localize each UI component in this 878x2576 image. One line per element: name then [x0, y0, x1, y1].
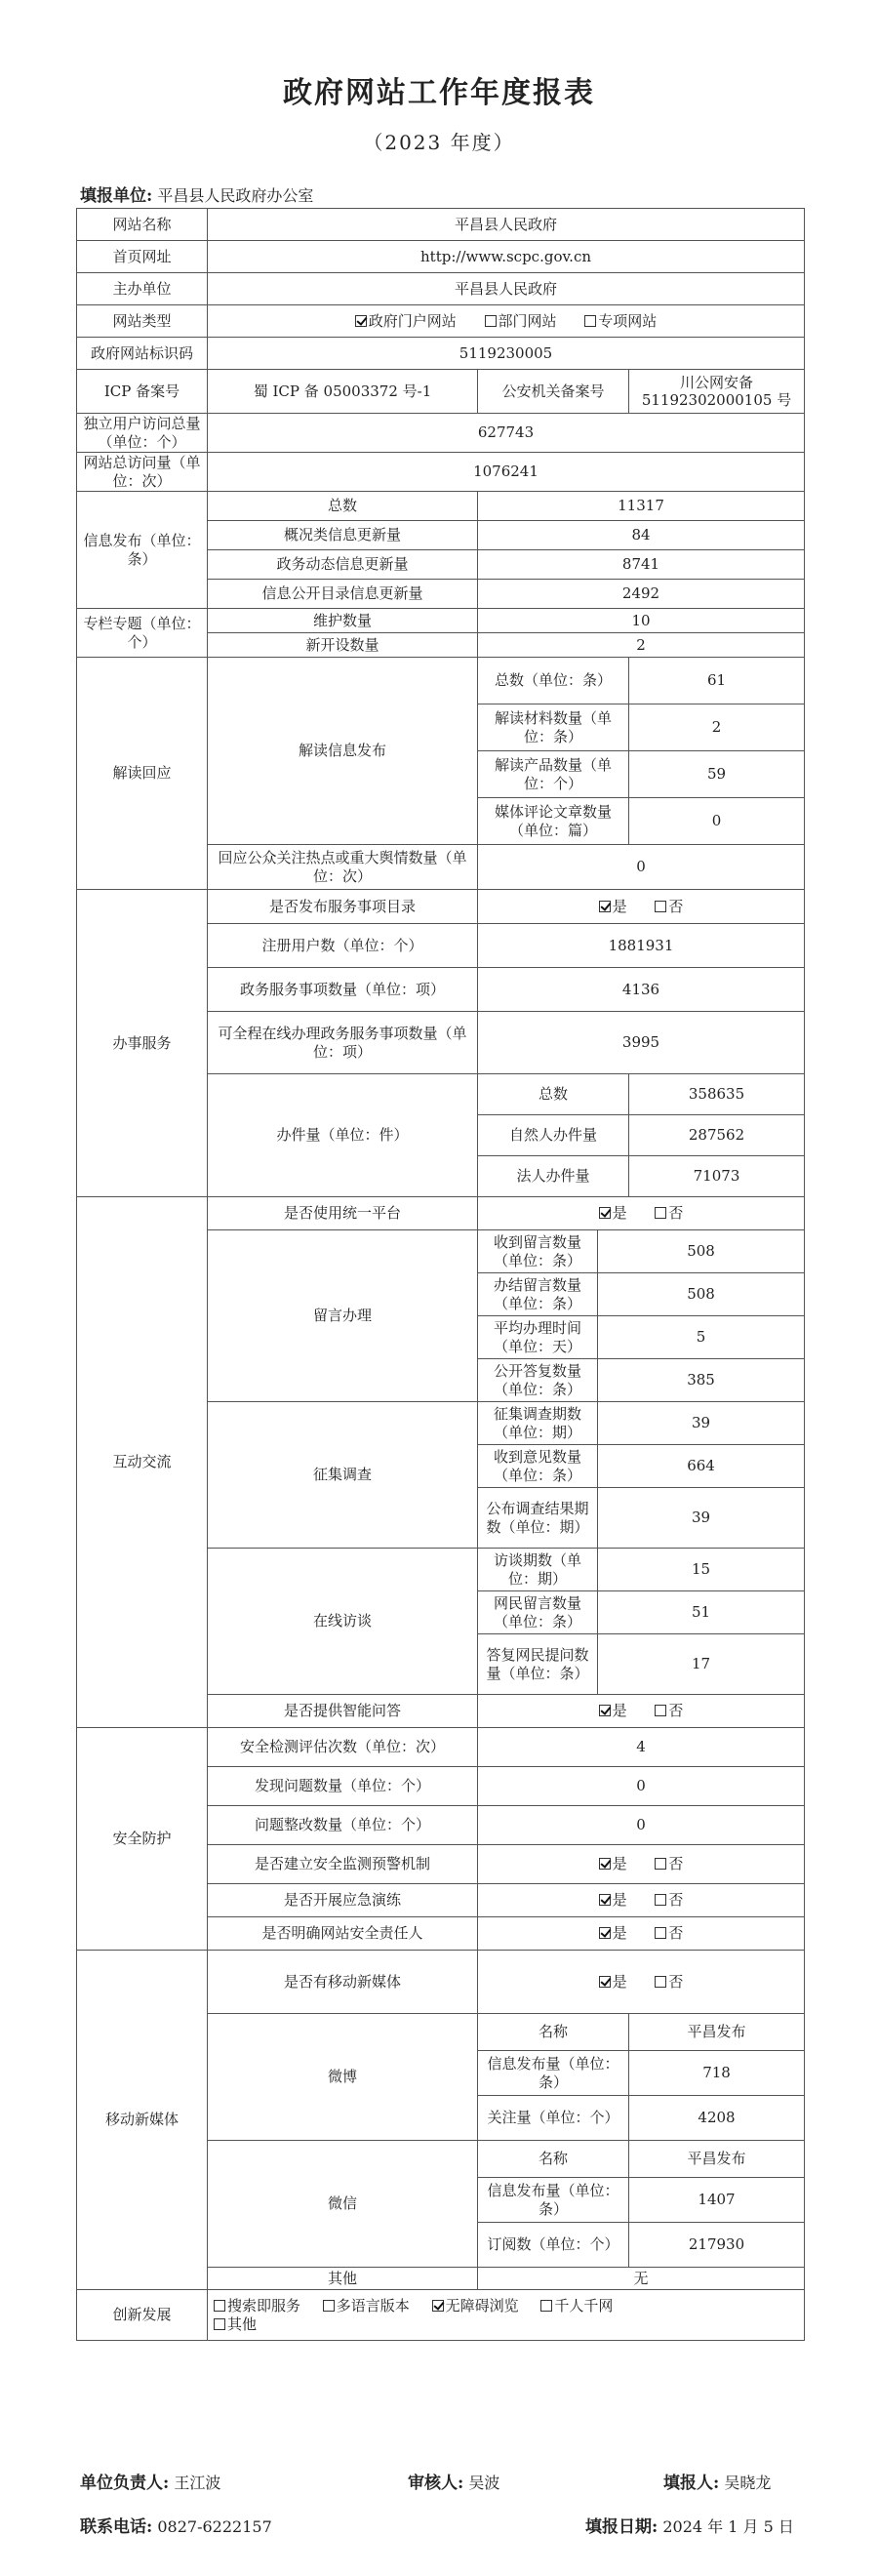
checkbox-icon [214, 2318, 225, 2330]
checkbox-checked-icon [599, 1894, 611, 1906]
label: 访谈期数（单位：期） [478, 1549, 598, 1591]
checkbox-icon [655, 1894, 666, 1906]
label: 解读产品数量（单位：个） [478, 751, 629, 798]
checkbox-icon [655, 1927, 666, 1939]
value: 358635 [629, 1074, 805, 1115]
option-no[interactable] [655, 1924, 683, 1942]
label: 法人办件量 [478, 1156, 629, 1197]
label: 概况类信息更新量 [208, 521, 478, 550]
option-department[interactable] [485, 312, 557, 330]
row-info-total [77, 492, 805, 521]
checkbox-checked-icon [355, 315, 367, 327]
label: 问题整改数量（单位：个） [208, 1806, 478, 1845]
option-label: 其他 [227, 2314, 258, 2333]
option-no[interactable] [655, 1204, 683, 1222]
label: 平均办理时间（单位：天） [478, 1316, 598, 1359]
value: 15 [598, 1549, 805, 1591]
value: 39 [598, 1402, 805, 1445]
row-innovation [77, 2290, 805, 2341]
wechat-label: 微信 [208, 2141, 478, 2268]
label: 收到留言数量（单位：条） [478, 1230, 598, 1273]
value: 10 [478, 609, 805, 633]
yes-no [478, 1845, 805, 1884]
label: 名称 [478, 2014, 629, 2051]
value: 平昌发布 [629, 2141, 805, 2178]
checkbox-icon [540, 2300, 552, 2312]
option-search-service[interactable] [214, 2297, 300, 2314]
option-yes[interactable] [599, 898, 627, 915]
value: 287562 [629, 1115, 805, 1156]
value: 1407 [629, 2178, 805, 2223]
checkbox-icon [655, 1858, 666, 1870]
value: 39 [598, 1488, 805, 1549]
label: 网站类型 [77, 305, 208, 338]
row-sponsor [77, 273, 805, 305]
value: 平昌县人民政府 [208, 273, 805, 305]
row-mobile-has [77, 1951, 805, 2014]
label: 是否明确网站安全责任人 [208, 1917, 478, 1951]
report-title: 政府网站工作年度报表 [283, 76, 595, 110]
label: 网站名称 [77, 209, 208, 241]
row-uv [77, 414, 805, 453]
value: 84 [478, 521, 805, 550]
label: 信息发布量（单位：条） [478, 2051, 629, 2096]
value: 4136 [478, 968, 805, 1012]
label: 发现问题数量（单位：个） [208, 1767, 478, 1806]
row-interact-platform [77, 1197, 805, 1230]
value: 1881931 [478, 924, 805, 968]
yes-no [478, 1951, 805, 2014]
checkbox-icon [323, 2300, 335, 2312]
label: 是否有移动新媒体 [208, 1951, 478, 2014]
label: 答复网民提问数量（单位：条） [478, 1634, 598, 1695]
row-pv [77, 453, 805, 492]
option-label: 是 [612, 1855, 627, 1873]
option-label: 是 [612, 1924, 627, 1943]
date-value: 2024 年 1 月 5 日 [662, 2517, 794, 2536]
option-personalized[interactable] [540, 2297, 613, 2314]
value: 平昌发布 [629, 2014, 805, 2051]
value: 508 [598, 1273, 805, 1316]
option-yes[interactable] [599, 1855, 627, 1872]
label: 回应公众关注热点或重大舆情数量（单位：次） [208, 845, 478, 890]
value: 71073 [629, 1156, 805, 1197]
site-type-options [208, 305, 805, 338]
label: 是否建立安全监测预警机制 [208, 1845, 478, 1884]
leader-label: 单位负责人: [80, 2474, 170, 2493]
option-portal[interactable] [355, 312, 457, 330]
row-service-catalog [77, 890, 805, 924]
value: 718 [629, 2051, 805, 2096]
footer-phone [80, 2513, 272, 2537]
checkbox-icon [485, 315, 497, 327]
label: 关注量（单位：个） [478, 2096, 629, 2141]
option-yes[interactable] [599, 1702, 627, 1719]
checkbox-checked-icon [599, 1705, 611, 1716]
option-label: 千人千网 [554, 2297, 614, 2315]
footer-filler [663, 2469, 771, 2493]
label: 主办单位 [77, 273, 208, 305]
label: 总数（单位：条） [478, 658, 629, 704]
yes-no [478, 1884, 805, 1917]
label: 自然人办件量 [478, 1115, 629, 1156]
footer-leader [80, 2469, 220, 2493]
value: 蜀 ICP 备 05003372 号-1 [208, 370, 478, 414]
label: 公安机关备案号 [478, 370, 629, 414]
filler-unit-value: 平昌县人民政府办公室 [157, 186, 314, 205]
label: 政府网站标识码 [77, 338, 208, 370]
interpret-sub-label: 解读信息发布 [208, 658, 478, 845]
date-label: 填报日期: [585, 2517, 658, 2537]
checkbox-icon [584, 315, 596, 327]
label: 是否开展应急演练 [208, 1884, 478, 1917]
value: 2492 [478, 580, 805, 609]
section-column: 专栏专题（单位：个） [77, 609, 208, 658]
value: 508 [598, 1230, 805, 1273]
option-label: 是 [612, 897, 627, 915]
label: 政务服务事项数量（单位：项） [208, 968, 478, 1012]
section-interact: 互动交流 [77, 1197, 208, 1728]
option-label: 是 [612, 1702, 627, 1720]
value: 0 [478, 1806, 805, 1845]
report-table [76, 208, 805, 2341]
section-info-pub: 信息发布（单位：条） [77, 492, 208, 609]
checkbox-icon [214, 2300, 225, 2312]
label: 办结留言数量（单位：条） [478, 1273, 598, 1316]
value: 平昌县人民政府 [208, 209, 805, 241]
row-sec-checks [77, 1728, 805, 1767]
checkbox-checked-icon [599, 1207, 611, 1219]
label: 总数 [208, 492, 478, 521]
label: 媒体评论文章数量（单位：篇） [478, 798, 629, 845]
option-multilingual[interactable] [323, 2297, 410, 2314]
option-yes[interactable] [599, 1924, 627, 1942]
filler-unit [80, 181, 313, 206]
option-label: 搜索即服务 [227, 2297, 301, 2315]
option-special[interactable] [584, 312, 657, 330]
section-interpret: 解读回应 [77, 658, 208, 890]
checkbox-icon [655, 1976, 666, 1988]
label: 是否使用统一平台 [208, 1197, 478, 1230]
option-label: 否 [668, 1702, 684, 1720]
value: 无 [478, 2268, 805, 2290]
footer-date [585, 2513, 794, 2537]
checkbox-checked-icon [599, 1976, 611, 1988]
value: 1076241 [208, 453, 805, 492]
label: 注册用户数（单位：个） [208, 924, 478, 968]
label: 信息发布量（单位：条） [478, 2178, 629, 2223]
value: http://www.scpc.gov.cn [208, 241, 805, 273]
option-label: 否 [668, 1891, 684, 1910]
row-homepage [77, 241, 805, 273]
option-label: 是 [612, 1204, 627, 1223]
option-no[interactable] [655, 1891, 683, 1909]
option-label: 否 [668, 1924, 684, 1943]
label: 是否提供智能问答 [208, 1695, 478, 1728]
value: 3995 [478, 1012, 805, 1074]
label: ICP 备案号 [77, 370, 208, 414]
value: 11317 [478, 492, 805, 521]
label: 征集调查期数（单位：期） [478, 1402, 598, 1445]
label: 解读材料数量（单位：条） [478, 704, 629, 751]
value: 51 [598, 1591, 805, 1634]
label: 新开设数量 [208, 633, 478, 658]
value: 385 [598, 1359, 805, 1402]
option-label: 专项网站 [598, 311, 658, 330]
survey-label: 征集调查 [208, 1402, 478, 1549]
label: 网站总访问量（单位：次） [77, 453, 208, 492]
option-label: 无障碍浏览 [445, 2297, 519, 2315]
option-label: 否 [668, 1855, 684, 1873]
option-label: 部门网站 [498, 311, 557, 330]
label: 网民留言数量（单位：条） [478, 1591, 598, 1634]
value: 0 [478, 845, 805, 890]
option-yes[interactable] [599, 1891, 627, 1909]
checkbox-checked-icon [599, 1927, 611, 1939]
value: 664 [598, 1445, 805, 1488]
option-label: 是 [612, 1891, 627, 1910]
row-column-maintain [77, 609, 805, 633]
weibo-label: 微博 [208, 2014, 478, 2141]
value: 8741 [478, 550, 805, 580]
filler-unit-label: 填报单位: [80, 186, 153, 206]
checkbox-checked-icon [599, 901, 611, 912]
report-year: （2023 年度） [363, 131, 515, 154]
footer-reviewer [408, 2469, 499, 2493]
option-label: 否 [668, 1204, 684, 1223]
label: 订阅数（单位：个） [478, 2223, 629, 2268]
label: 可全程在线办理政务服务事项数量（单位：项） [208, 1012, 478, 1074]
yes-no [478, 1695, 805, 1728]
value: 627743 [208, 414, 805, 453]
checkbox-icon [655, 1207, 666, 1219]
option-yes[interactable] [599, 1973, 627, 1991]
label: 首页网址 [77, 241, 208, 273]
option-other[interactable] [214, 2315, 257, 2333]
value: 2 [629, 704, 805, 751]
value: 61 [629, 658, 805, 704]
value: 5119230005 [208, 338, 805, 370]
row-site-type [77, 305, 805, 338]
row-site-id [77, 338, 805, 370]
section-service: 办事服务 [77, 890, 208, 1197]
value: 4208 [629, 2096, 805, 2141]
volume-label: 办件量（单位：件） [208, 1074, 478, 1197]
option-accessibility[interactable] [432, 2297, 519, 2314]
value: 2 [478, 633, 805, 658]
option-label: 否 [668, 1972, 684, 1991]
filler-value: 吴晓龙 [724, 2474, 772, 2492]
label: 安全检测评估次数（单位：次） [208, 1728, 478, 1767]
interview-label: 在线访谈 [208, 1549, 478, 1695]
row-interpret-total [77, 658, 805, 704]
section-security: 安全防护 [77, 1728, 208, 1951]
option-label: 否 [668, 897, 684, 915]
filler-label: 填报人: [663, 2474, 720, 2493]
label: 信息公开目录信息更新量 [208, 580, 478, 609]
section-mobile: 移动新媒体 [77, 1951, 208, 2290]
option-yes[interactable] [599, 1204, 627, 1222]
msg-label: 留言办理 [208, 1230, 478, 1402]
checkbox-icon [655, 1705, 666, 1716]
value: 0 [629, 798, 805, 845]
label: 政务动态信息更新量 [208, 550, 478, 580]
label: 名称 [478, 2141, 629, 2178]
phone-label: 联系电话: [80, 2517, 153, 2537]
label: 公布调查结果期数（单位：期） [478, 1488, 598, 1549]
value: 217930 [629, 2223, 805, 2268]
option-label: 政府门户网站 [368, 311, 457, 330]
label: 总数 [478, 1074, 629, 1115]
row-site-name [77, 209, 805, 241]
value: 17 [598, 1634, 805, 1695]
phone-value: 0827-6222157 [157, 2517, 272, 2536]
yes-no [478, 1917, 805, 1951]
label: 维护数量 [208, 609, 478, 633]
option-label: 是 [612, 1972, 627, 1991]
option-label: 多语言版本 [336, 2297, 410, 2315]
value: 4 [478, 1728, 805, 1767]
leader-value: 王江波 [174, 2474, 221, 2492]
label: 是否发布服务事项目录 [208, 890, 478, 924]
option-no[interactable] [655, 1855, 683, 1872]
row-icp [77, 370, 805, 414]
innovation-options [208, 2290, 805, 2341]
yes-no [478, 1197, 805, 1230]
yes-no [478, 890, 805, 924]
label: 收到意见数量（单位：条） [478, 1445, 598, 1488]
reviewer-label: 审核人: [408, 2474, 464, 2493]
value: 5 [598, 1316, 805, 1359]
label: 公开答复数量（单位：条） [478, 1359, 598, 1402]
option-no[interactable] [655, 898, 683, 915]
label: 其他 [208, 2268, 478, 2290]
option-no[interactable] [655, 1702, 683, 1719]
label: 独立用户访问总量（单位：个） [77, 414, 208, 453]
option-no[interactable] [655, 1973, 683, 1991]
value: 59 [629, 751, 805, 798]
checkbox-icon [655, 901, 666, 912]
section-innovation: 创新发展 [77, 2290, 208, 2341]
value: 川公网安备 51192302000105 号 [629, 370, 805, 414]
checkbox-checked-icon [432, 2300, 444, 2312]
reviewer-value: 吴波 [468, 2474, 500, 2492]
value: 0 [478, 1767, 805, 1806]
checkbox-checked-icon [599, 1858, 611, 1870]
